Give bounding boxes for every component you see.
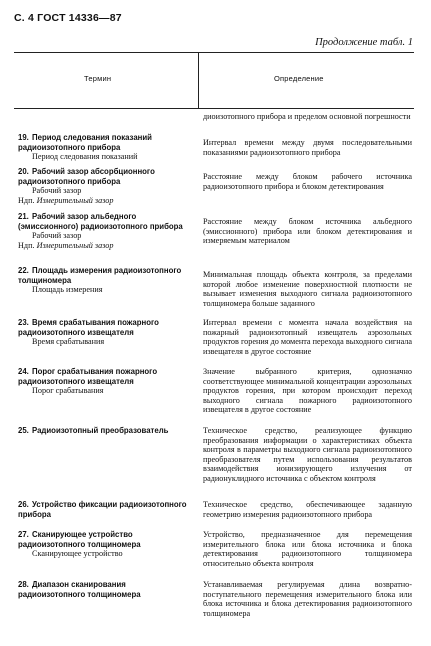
ndp-term: Измерительный зазор <box>36 240 114 250</box>
term-short-form: Время срабатывания <box>32 337 105 347</box>
ndp-label: Ндп. <box>18 240 35 250</box>
definition-row-19: Интервал времени между двумя последовательными показаниями радиоизотопного прибора <box>203 138 412 157</box>
term-title: Период следования показаний радиоизотопного прибора <box>18 133 152 152</box>
term-row-28 <box>18 580 194 599</box>
term-number: 21. <box>18 212 29 221</box>
term-short-form: Рабочий зазор <box>32 231 82 241</box>
definition-row-23: Интервал времени с момента начала воздействия на пожарный радиоизотопный извещатель аэрозольных продуктов горения до момента перехода выходного сигнала извещателя в другое состояние <box>203 318 412 356</box>
term-title: Устройство фиксации радиоизотопного прибора <box>18 500 187 519</box>
definition-row-24: Значение выбранного критерия, однозначно соответствующее минимальной концентрации аэрозольных продуктов горения, при котором происходит переход выходного сигнала пожарного радиоизотопного извещателя в другое состояние <box>203 367 412 415</box>
column-header-definition: Определение <box>274 74 324 83</box>
term-row-27 <box>18 530 194 559</box>
column-header-term: Термин <box>84 74 112 83</box>
column-divider <box>198 52 199 108</box>
term-short-form: Период следования показаний <box>32 152 138 162</box>
page-header: С. 4 ГОСТ 14336—87 <box>14 12 122 24</box>
term-number: 20. <box>18 167 29 176</box>
term-number: 25. <box>18 426 29 435</box>
term-short-form: Сканирующее устройство <box>32 549 123 559</box>
term-title: Рабочий зазор альбедного (эмиссионного) радиоизотопного прибора <box>18 212 183 231</box>
term-row-24 <box>18 367 194 396</box>
deprecated-term <box>18 196 194 206</box>
definition-row-21: Расстояние между блоком источника альбедного (эмиссионного) прибора или блоком детектирования и измеряемым материалом <box>203 217 412 246</box>
term-row-26 <box>18 500 194 519</box>
term-short-form: Порог срабатывания <box>32 386 104 396</box>
deprecated-term <box>18 241 194 251</box>
term-title: Диапазон сканирования радиоизотопного толщиномера <box>18 580 141 599</box>
definition-row-27: Устройство, предназначенное для перемещения измерительного блока или блока источника и блока детектирования радиоизотопного толщиномера относительно объекта контроля <box>203 530 412 568</box>
definition-row-28: Устанавливаемая регулируемая длина возвратно-поступательного перемещения измерительного блока или блока источника и блока детектирования радиоизотопного толщиномера <box>203 580 412 618</box>
terms-table <box>14 52 414 640</box>
ndp-label: Ндп. <box>18 195 35 205</box>
definition-continued: диоизотопного прибора и пределом основной погрешности <box>203 112 411 121</box>
header-rule <box>14 108 414 109</box>
table-continuation-label: Продолжение табл. 1 <box>315 37 413 48</box>
term-title: Порог срабатывания пожарного радиоизотопного извещателя <box>18 367 158 386</box>
definition-row-25: Техническое средство, реализующее функцию преобразования информации о характеристиках объекта контроля в параметры выходного сигнала радиоизотопного преобразователя путем использования результатов взаимодействия ионизирующего излучения от радионуклидного источника с объектом контроля <box>203 426 412 483</box>
definition-row-20: Расстояние между блоком рабочего источника радиоизотопного прибора и блоком детектирования <box>203 172 412 191</box>
term-row-25 <box>18 426 194 436</box>
term-number: 22. <box>18 266 29 275</box>
term-title: Площадь измерения радиоизотопного толщиномера <box>18 266 182 285</box>
term-number: 26. <box>18 500 29 509</box>
ndp-term: Измерительный зазор <box>36 195 114 205</box>
term-number: 23. <box>18 318 29 327</box>
term-number: 19. <box>18 133 29 142</box>
term-title: Радиоизотопный преобразователь <box>32 426 169 435</box>
term-row-19 <box>18 133 194 162</box>
term-title: Рабочий зазор абсорбционного радиоизотопного прибора <box>18 167 155 186</box>
term-number: 24. <box>18 367 29 376</box>
definition-row-26: Техническое средство, обеспечивающее заданную геометрию измерения радиоизотопного прибора <box>203 500 412 519</box>
term-title: Время срабатывания пожарного радиоизотопного извещателя <box>18 318 159 337</box>
term-number: 28. <box>18 580 29 589</box>
term-row-22 <box>18 266 194 295</box>
term-row-20 <box>18 167 194 205</box>
term-short-form: Площадь измерения <box>32 285 103 295</box>
table-top-rule <box>14 52 414 53</box>
definition-row-22: Минимальная площадь объекта контроля, за пределами которой любое изменение поверхностной плотности не вызывает изменения выходного сигнала радиоизотопного толщиномера больше заданного <box>203 270 412 308</box>
term-row-21 <box>18 212 194 250</box>
term-title: Сканирующее устройство радиоизотопного толщиномера <box>18 530 141 549</box>
term-short-form: Рабочий зазор <box>32 186 82 196</box>
term-row-23 <box>18 318 194 347</box>
term-number: 27. <box>18 530 29 539</box>
